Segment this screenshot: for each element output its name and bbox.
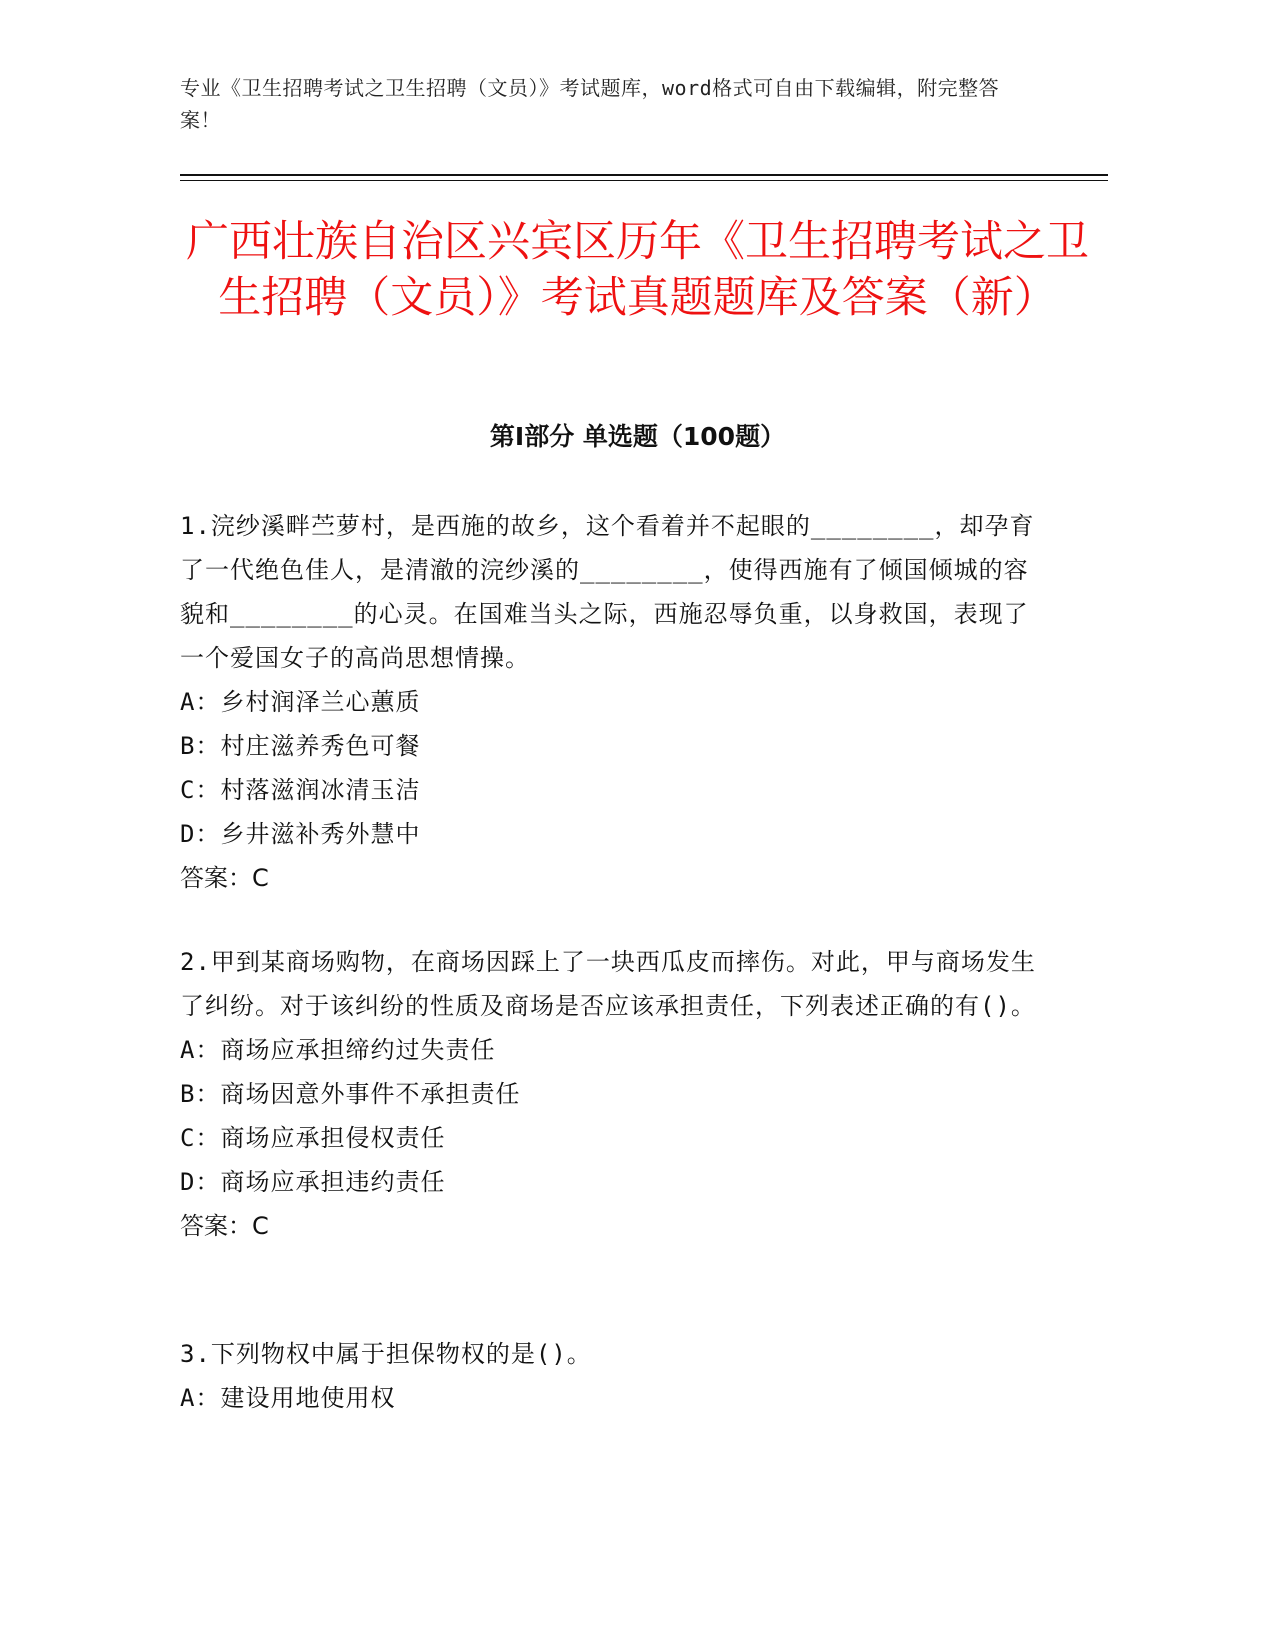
answer-line: 答案：C xyxy=(180,1212,269,1240)
question-2 xyxy=(180,940,1040,1248)
option-b: B：商场因意外事件不承担责任 xyxy=(180,1080,521,1108)
document-title: 广西壮族自治区兴宾区历年《卫生招聘考试之卫生招聘（文员）》考试真题题库及答案（新） xyxy=(186,217,1089,323)
header-rule-thick xyxy=(180,174,1108,176)
answer-line: 答案：C xyxy=(180,864,269,892)
option-c: C：村落滋润冰清玉洁 xyxy=(180,776,421,804)
question-stem: 3.下列物权中属于担保物权的是()。 xyxy=(180,1340,592,1368)
question-1 xyxy=(180,504,1040,900)
question-stem: 2.甲到某商场购物，在商场因踩上了一块西瓜皮而摔伤。对此，甲与商场发生了纠纷。对于该纠纷的性质及商场是否应该承担责任，下列表述正确的有()。 xyxy=(180,948,1036,1020)
section-heading: 第Ⅰ部分 单选题（100题） xyxy=(489,422,786,451)
option-d: D：乡井滋补秀外慧中 xyxy=(180,820,421,848)
question-3 xyxy=(180,1332,1040,1420)
header-rule-thin xyxy=(180,180,1108,181)
option-a: A：商场应承担缔约过失责任 xyxy=(180,1036,496,1064)
option-a: A：乡村润泽兰心蕙质 xyxy=(180,688,421,716)
option-c: C：商场应承担侵权责任 xyxy=(180,1124,446,1152)
header-note: 专业《卫生招聘考试之卫生招聘（文员）》考试题库，word格式可自由下载编辑，附完整答案！ xyxy=(180,76,1000,132)
question-stem: 1.浣纱溪畔苎萝村，是西施的故乡，这个看着并不起眼的________，却孕育了一代绝色佳人，是清澈的浣纱溪的________，使得西施有了倾国倾城的容貌和________的心灵。在国难当头之际，西施忍辱负重，以身救国，表现了一个爱国女子的高尚思想情操。 xyxy=(180,512,1035,672)
option-a: A：建设用地使用权 xyxy=(180,1384,396,1412)
option-b: B：村庄滋养秀色可餐 xyxy=(180,732,421,760)
option-d: D：商场应承担违约责任 xyxy=(180,1168,446,1196)
